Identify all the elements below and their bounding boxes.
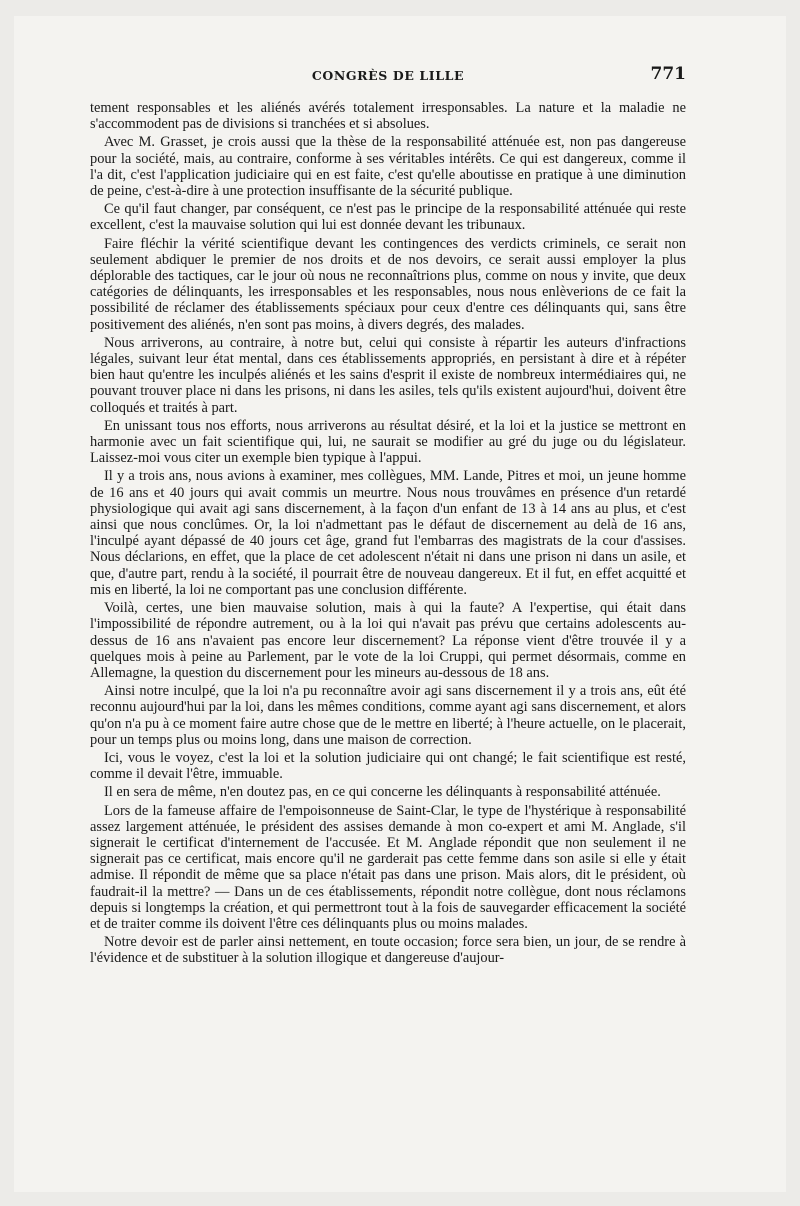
paragraph: Faire fléchir la vérité scientifique devant les contingences des verdicts criminels, ce serait non seulement abdiquer le premier de nos droits et de nos devoirs, ce serait aussi employer la plus déplorable des tactiques, car le jour où nous ne reconnaîtrions plus, comme on nous y invite, que deux catégories de délinquants, les irresponsables et les responsables, nous nous enlèverions de ce fait la possibilité de réclamer des établissements spéciaux pour ceux d'entre ces délinquants qui, sans être positivement des aliénés, n'en sont pas moins, à divers degrés, des malades. [90, 235, 686, 333]
paragraph: Il y a trois ans, nous avions à examiner, mes collègues, MM. Lande, Pitres et moi, un jeune homme de 16 ans et 40 jours qui avait commis un meurtre. Nous nous trouvâmes en présence d'un retardé physiologique qui avait agi sans discernement, à la façon d'un enfant de 13 à 14 ans au plus, et c'est ainsi que nous conclûmes. Or, la loi n'admettant pas le défaut de discernement au delà de 16 ans, l'inculpé ayant dépassé de 40 jours cet âge, grand fut l'embarras des magistrats de la cour d'assises. Nous déclarions, en effet, que la place de cet adolescent n'était ni dans une prison ni dans un asile, et que, d'autre part, rendu à la société, il pourrait être de nouveau dangereux. Et il fut, en effet acquitté et mis en liberté, la loi ne comportant pas une conclusion différente. [90, 468, 686, 598]
page-number: 771 [650, 64, 686, 84]
page-header [90, 64, 686, 84]
paragraph: Voilà, certes, une bien mauvaise solution, mais à qui la faute? A l'expertise, qui était dans l'impossibilité de répondre autrement, ou à la loi qui n'avait pas prévu que certains adolescents au-dessus de 16 ans n'avaient pas encore leur discernement? La réponse vient d'être trouvée il y a quelques mois à peine au Parlement, par le vote de la loi Cruppi, qui permet désormais, comme en Allemagne, la question du discernement pour les mineurs au-dessous de 18 ans. [90, 600, 686, 681]
paragraph: Ici, vous le voyez, c'est la loi et la solution judiciaire qui ont changé; le fait scientifique est resté, comme il devait l'être, immuable. [90, 749, 686, 783]
paragraph: Avec M. Grasset, je crois aussi que la thèse de la responsabilité atténuée est, non pas dangereuse pour la société, mais, au contraire, conforme à ses véritables intérêts. Ce qui est dangereux, comme il l'a dit, c'est l'application judiciaire qui en est faite, c'est qu'elle aboutisse en pratique à une diminution de peine, c'est-à-dire à une protection insuffisante de la sécurité publique. [90, 134, 686, 200]
running-head: CONGRÈS DE LILLE [311, 68, 465, 83]
paragraph: Notre devoir est de parler ainsi nettement, en toute occasion; force sera bien, un jour, de se rendre à l'évidence et de substituer à la solution illogique et dangereuse d'aujour- [90, 934, 686, 967]
paragraph: Il en sera de même, n'en doutez pas, en ce qui concerne les délinquants à responsabilité atténuée. [104, 784, 661, 801]
paragraph: Lors de la fameuse affaire de l'empoisonneuse de Saint-Clar, le type de l'hystérique à responsabilité assez largement atténuée, le président des assises demande à mon co-expert et ami M. Anglade, s'il signerait le certificat d'internement de l'accusée. Et M. Anglade répondit que non seulement il ne signerait pas ce certificat, mais encore qu'il ne garderait pas cette femme dans son asile si elle y était admise. Il répondit de même que sa place n'était pas dans une prison. Mais alors, dit le président, où faudrait-il la mettre? — Dans un de ces établissements, répondit notre collègue, dont nous réclamons depuis si longtemps la création, et qui permettront tout à la fois de sauvegarder efficacement la société et de traiter comme ils doivent l'être ces délinquants plus ou moins malades. [90, 802, 686, 932]
paragraph: tement responsables et les aliénés avérés totalement irresponsables. La nature et la maladie ne s'accommodent pas de divisions si tranchées et si absolues. [90, 100, 686, 133]
paragraph: En unissant tous nos efforts, nous arriverons au résultat désiré, et la loi et la justice se mettront en harmonie avec un fait scientifique qui, lui, ne saurait se modifier au gré du juge ou du législateur. Laissez-moi vous citer un exemple bien typique à l'appui. [90, 417, 686, 467]
paragraph: Ce qu'il faut changer, par conséquent, ce n'est pas le principe de la responsabilité atténuée qui reste excellent, c'est la mauvaise solution qui lui est donnée devant les tribunaux. [90, 201, 686, 234]
paragraph: Ainsi notre inculpé, que la loi n'a pu reconnaître avoir agi sans discernement il y a trois ans, eût été reconnu aujourd'hui par la loi, dans les mêmes conditions, comme ayant agi sans discernement, et alors qu'on n'a pu à ce moment faire autre chose que de le mettre en liberté; à l'heure actuelle, on le placerait, pour un temps plus ou moins long, dans une maison de correction. [90, 683, 686, 748]
paragraph: Nous arriverons, au contraire, à notre but, celui qui consiste à répartir les auteurs d'infractions légales, suivant leur état mental, dans ces établissements appropriés, en persistant à dire et à répéter bien haut qu'entre les inculpés aliénés et les sains d'esprit il existe de nombreux intermédiaires qui, ne pouvant trouver place ni dans les prisons, ni dans les asiles, tels qu'ils existent aujourd'hui, doivent être colloqués et traités à part. [90, 334, 686, 416]
body-text [90, 100, 686, 969]
